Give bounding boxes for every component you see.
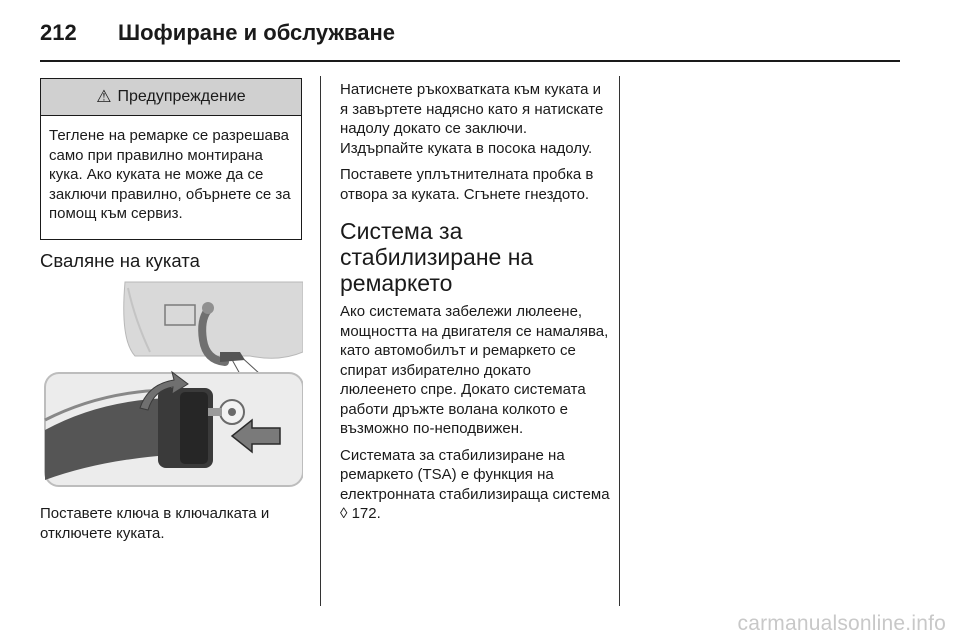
section-title: Шофиране и обслужване — [118, 20, 396, 45]
column-divider — [619, 76, 620, 606]
tow-hook-illustration-svg — [40, 280, 303, 488]
paragraph — [340, 446, 610, 524]
tow-hook-illustration — [40, 280, 303, 488]
subheading-remove-hook: Сваляне на куката — [40, 250, 200, 271]
warning-header — [41, 79, 301, 116]
page-number: 212 — [40, 20, 77, 45]
figure-caption: Поставете ключа в ключалката и отключете куката. — [40, 505, 270, 542]
heading-trailer-stability: Система за стабилизиране на ремаркето — [340, 218, 534, 296]
paragraph-text: Системата за стабилизиране на ремаркето (TSA) е функция на електронната стабилизираща система — [340, 446, 610, 503]
warning-triangle-icon: ⚠ — [96, 87, 112, 106]
paragraph: Ако системата забележи люлеене, мощността на двигателя се намалява, като автомобилът и ремаркето се спират избирателно докато люлеенето спре. Докато системата работи дръжте волана колкото е възможно по-неподвижен. — [340, 303, 609, 437]
warning-text: Теглене на ремарке се разрешава само при правилно монтирана кука. Ако куката не може да се заключи правилно, обърнете се за помощ към сервиз. — [49, 127, 291, 222]
watermark: carmanualsonline.info — [737, 612, 946, 635]
paragraph: Поставете уплътнителната пробка в отвора за куката. Сгънете гнездото. — [340, 166, 594, 203]
warning-title: Предупреждение — [117, 88, 246, 105]
column-divider — [320, 76, 321, 606]
warning-box — [40, 78, 302, 240]
paragraph: Натиснете ръкохватката към куката и я завъртете надясно като я натискате надолу докато се заключи. Издърпайте куката в посока надолу. — [340, 81, 604, 157]
page-reference[interactable]: 172. — [351, 505, 381, 522]
column-two — [340, 80, 610, 531]
page-reference-icon: ◊ — [340, 505, 348, 522]
header-rule — [40, 60, 900, 62]
page-header — [40, 14, 900, 54]
